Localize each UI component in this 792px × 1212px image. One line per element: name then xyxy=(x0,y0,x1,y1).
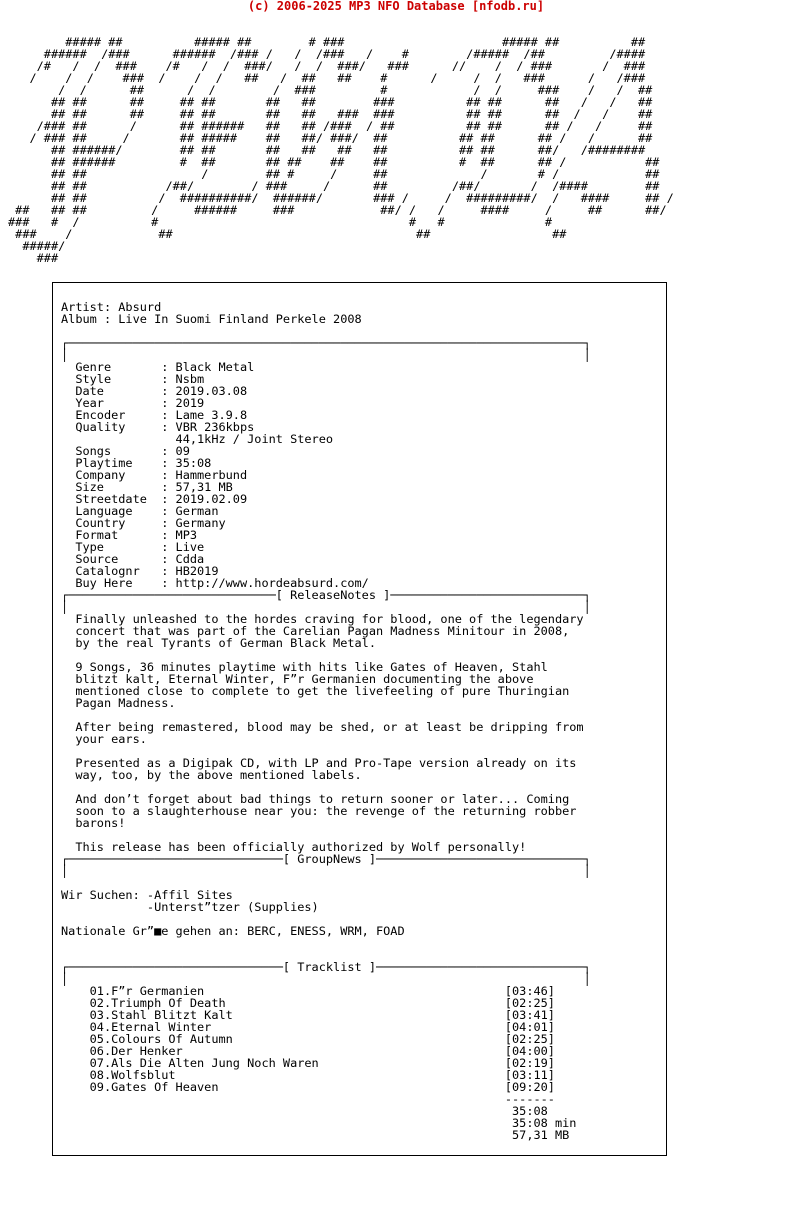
site-credit-header: (c) 2006-2025 MP3 NFO Database [nfodb.ru] xyxy=(247,0,545,13)
ascii-logo-absurd: ##### ## ##### ## # ### ##### ## ## ###### /### ###### /### / / /### / # /##### /## /#### /# / / ### /# / / ###/ / / ###/ ### // / / ### / ### / / / ### / / / ## / ## ## # / / / ### / /### / / ## / / / ### # / / ### / / ## ## ## ## ## ## ## ## ### ## ## ## / / ## ## ## ## ## ## ## ## ### ### ## ## ## / / ## /### ## / ## ###### ## ## /### / ## ## ## ## / / ## / ### ## / ## ##### ## ##/ ###/ ## ## ## ## / / ## ## ######/ ## ## ## ## ## ## ## ## ##/ /######## ## ###### # ## ## ## ## ## # ## ## / ## ## ## / ## # / ## / # / ## ## ## /##/ / ### / ## /##/ / /#### ## ## ## / ##########/ ######/ ### / / #########/ / #### ## / ## ## ## / ###### ### ##/ / / #### / ## ##/ ### # / # # # # ### / ## ## ## #####/ ### xyxy=(8,35,674,265)
nfo-content: Artist: Absurd Album : Live In Suomi Finland Perkele 2008 ┌────────────────────────────────────────────────────────────────────────┐ │ │ Genre : Black Metal Style : Nsbm Date : 2019.03.08 Year : 2019 Encoder : Lame 3.9.8 Quality : VBR 236kbps 44,1kHz / Joint Stereo Songs : 09 Playtime : 35:08 Company : Hammerbund Size : 57,31 MB Streetdate : 2019.02.09 Language : German Country : Germany Format : MP3 Type : Live Source : Cdda Catalognr : HB2019 Buy Here : http://www.hordeabsurd.com/ ┌─────────────────────────────[ ReleaseNotes ]───────────────────────────┐ │ │ Finally unleashed to the hordes craving for blood, one of the legendary concert that was part of the Carelian Pagan Madness Minitour in 2008, by the real Tyrants of German Black Metal. 9 Songs, 36 minutes playtime with hits like Gates of Heaven, Stahl blitzt kalt, Eternal Winter, F”r Germanien documenting the above mentioned close to complete to get the livefeeling of pure Thuringian Pagan Madness. After being remastered, blood may be shed, or at least be dripping from your ears. Presented as a Digipak CD, with LP and Pro-Tape version already on its way, too, by the above mentioned labels. And don’t forget about bad things to return sooner or later... Coming soon to a slaughterhouse near you: the revenge of the returning robber barons! This release has been officially authorized by Wolf personally! ┌──────────────────────────────[ GroupNews ]─────────────────────────────┐ │ │ Wir Suchen: -Affil Sites -Unterst”tzer (Supplies) Nationale Gr”■e gehen an: BERC, ENESS, WRM, FOAD ┌──────────────────────────────[ Tracklist ]─────────────────────────────┐ │ │ 01.F”r Germanien [03:46] 02.Triumph Of Death [02:25] 03.Stahl Blitzt Kalt [03:41] 04.Eternal Winter [04:01] 05.Colours Of Autumn [02:25] 06.Der Henker [04:00] 07.Als Die Alten Jung Noch Waren [02:19] 08.Wolfsblut [03:11] 09.Gates Of Heaven [09:20] ------- 35:08 35:08 min 57,31 MB xyxy=(61,300,591,1142)
nfo-frame xyxy=(52,282,667,1156)
